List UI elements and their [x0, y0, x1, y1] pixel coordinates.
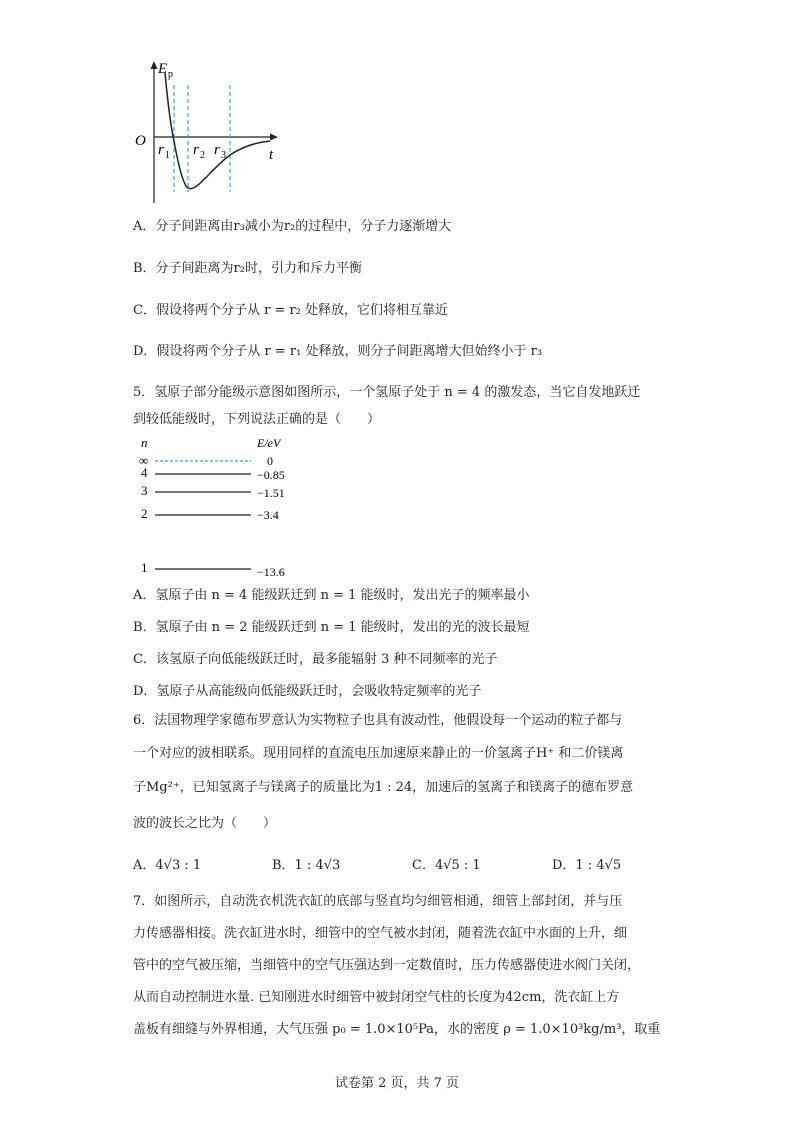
- q6-stem-line2: 一个对应的波相联系。现用同样的直流电压加速原来静止的一价氢离子H⁺ 和二价镁离: [133, 746, 624, 761]
- q4-option-a[interactable]: A．分子间距离由r₃减小为r₂的过程中，分子力逐渐增大: [133, 219, 452, 234]
- level-e-2: −3.4: [257, 508, 279, 522]
- q7-stem-line1: 7．如图所示，自动洗衣机洗衣缸的底部与竖直均匀细管相通，细管上部封闭，并与压: [133, 894, 623, 909]
- q4-option-d[interactable]: D．假设将两个分子从 r = r₁ 处释放，则分子间距离增大但始终小于 r₃: [133, 344, 543, 359]
- origin-label: O: [135, 133, 146, 149]
- r3-label: r: [214, 142, 220, 158]
- potential-curve: [165, 73, 270, 189]
- r1-label-sub: 1: [165, 150, 170, 161]
- r2-label-sub: 2: [200, 150, 205, 161]
- potential-energy-graph: [130, 55, 290, 205]
- q6-option-b[interactable]: B．1 : 4√3: [272, 858, 341, 873]
- r1-label: r: [158, 142, 164, 158]
- n-header: n: [141, 435, 148, 450]
- level-e-1: −13.6: [257, 565, 285, 579]
- q4-option-b[interactable]: B．分子间距离为r₂时，引力和斥力平衡: [133, 261, 362, 276]
- level-e-inf: 0: [267, 454, 273, 468]
- x-axis-label: t: [269, 147, 274, 163]
- y-axis-label: E: [158, 61, 168, 77]
- q6-option-c[interactable]: C．4√5 : 1: [412, 858, 481, 873]
- level-n-3: 3: [141, 483, 148, 498]
- q6-stem-line1: 6．法国物理学家德布罗意认为实物粒子也具有波动性，他假设每一个运动的粒子都与: [133, 713, 623, 728]
- level-n-1: 1: [141, 560, 148, 575]
- q7-stem-line2: 力传感器相接。洗衣缸进水时，细管中的空气被水封闭，随着洗衣缸中水面的上升，细: [133, 926, 628, 941]
- level-n-inf: ∞: [139, 453, 149, 468]
- level-n-2: 2: [141, 506, 148, 521]
- level-n-4: 4: [141, 465, 148, 480]
- q6-stem-line3: 子Mg²⁺，已知氢离子与镁离子的质量比为1 : 24，加速后的氢离子和镁离子的德布罗意: [133, 780, 634, 795]
- q6-option-a[interactable]: A．4√3 : 1: [133, 858, 202, 873]
- x-axis-arrow: [270, 134, 278, 141]
- page-footer: 试卷第 2 页，共 7 页: [334, 1076, 460, 1091]
- y-axis-label-sub: p: [168, 69, 173, 80]
- q7-stem-line5: 盖板有细缝与外界相通，大气压强 p₀ = 1.0×10⁵Pa，水的密度 ρ = 1.0×10³kg/m³，取重: [133, 1022, 661, 1037]
- q6-stem-line4: 波的波长之比为（ ）: [133, 816, 277, 831]
- q5-stem-line1: 5．氢原子部分能级示意图如图所示，一个氢原子处于 n = 4 的激发态，当它自发地跃迁: [133, 385, 641, 400]
- level-e-3: −1.51: [257, 486, 285, 500]
- level-e-4: −0.85: [257, 468, 285, 482]
- q5-option-d[interactable]: D．氢原子从高能级向低能级跃迁时，会吸收特定频率的光子: [133, 684, 482, 699]
- q7-stem-line3: 管中的空气被压缩，当细管中的空气压强达到一定数值时，压力传感器使进水阀门关闭，: [133, 958, 641, 973]
- q5-stem-line2: 到较低能级时，下列说法正确的是（ ）: [133, 412, 381, 427]
- energy-header: E/eV: [257, 436, 281, 450]
- r2-label: r: [193, 142, 199, 158]
- q6-option-d[interactable]: D．1 : 4√5: [552, 858, 622, 873]
- q5-option-a[interactable]: A．氢原子由 n = 4 能级跃迁到 n = 1 能级时，发出光子的频率最小: [133, 588, 530, 603]
- q7-stem-line4: 从而自动控制进水量. 已知刚进水时细管中被封闭空气柱的长度为42cm，洗衣缸上方: [133, 990, 620, 1005]
- y-axis-arrow: [151, 61, 158, 69]
- q5-option-c[interactable]: C．该氢原子向低能级跃迁时，最多能辐射 3 种不同频率的光子: [133, 652, 498, 667]
- energy-level-diagram: [135, 435, 315, 583]
- q5-option-b[interactable]: B．氢原子由 n = 2 能级跃迁到 n = 1 能级时，发出的光的波长最短: [133, 620, 530, 635]
- r3-label-sub: 3: [221, 150, 226, 161]
- q4-option-c[interactable]: C．假设将两个分子从 r = r₂ 处释放，它们将相互靠近: [133, 303, 449, 318]
